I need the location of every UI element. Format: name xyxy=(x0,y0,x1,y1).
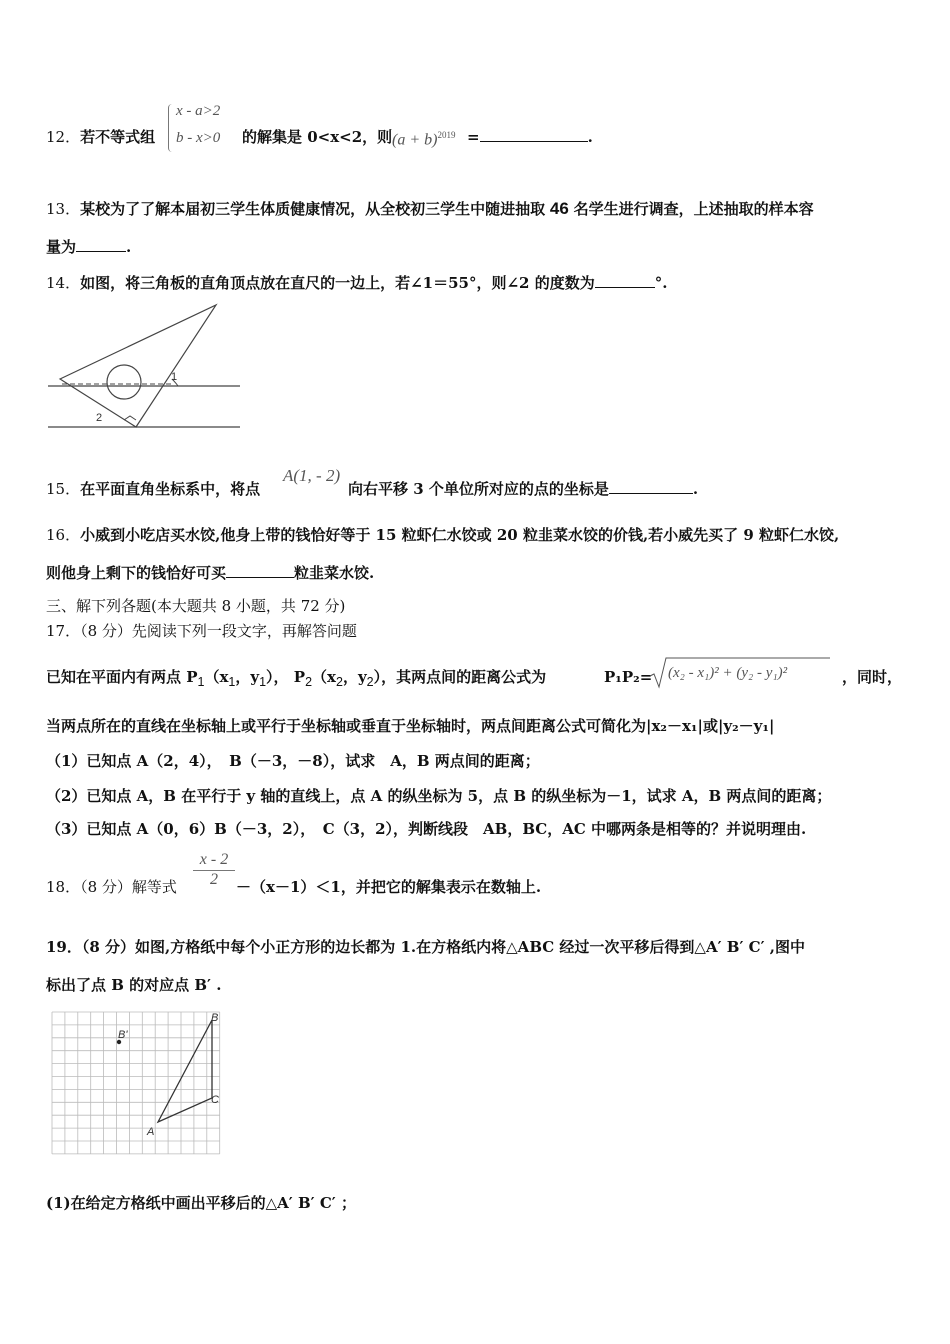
q15-text1: 在平面直角坐标系中，将点 xyxy=(80,480,261,498)
q12-end: . xyxy=(587,128,593,146)
q17-intro-end: ，同时， xyxy=(842,668,903,686)
right-angle-mark xyxy=(124,416,136,420)
angle-1-label: 1 xyxy=(171,371,178,383)
q17-intro: 已知在平面内有两点 $P_1(x_1$，$y_1$）， $P_2(x_2$，$y_2$），其两点间的距离公式为 xyxy=(46,668,547,689)
q16-answer-blank[interactable] xyxy=(226,563,294,578)
q16-number: 16． xyxy=(46,526,81,544)
q18-rest: －（x－1）＜1，并把它的解集表示在数轴上. xyxy=(236,878,542,896)
question-15 xyxy=(46,478,260,500)
q17-part2: （2）已知点 A，B 在平行于 y 轴的直线上，点 A 的纵坐标为 5，点 B 的纵坐标为－1，试求 A，B 两点间的距离； xyxy=(46,787,832,805)
q14-answer-blank[interactable] xyxy=(595,273,655,288)
q16-line2a: 则他身上剩下的钱恰好可买 xyxy=(46,564,227,582)
label-b-prime: B' xyxy=(118,1029,128,1041)
angle-2-label: 2 xyxy=(96,412,103,424)
q14-end: °. xyxy=(654,274,668,292)
q13-text3: 量为 xyxy=(46,238,77,256)
question-16 xyxy=(46,524,839,546)
q18-header: 18．（8 分）解等式 xyxy=(46,878,177,896)
q12-prefix: 若不等式组 xyxy=(80,128,156,146)
q13-text1: 某校为了了解本届初三学生体质健康情况，从全校初三学生中随进抽取 xyxy=(80,200,546,218)
question-12 xyxy=(46,126,155,148)
q17-intro-c: ，y xyxy=(235,668,260,686)
q16-line1: 小威到小吃店买水饺,他身上带的钱恰好等于 15 粒虾仁水饺或 20 粒韭菜水饺的价钱,若小威先买了 9 粒虾仁水饺, xyxy=(80,526,840,544)
q15-end: . xyxy=(692,480,699,498)
q14-figure xyxy=(44,300,244,435)
q17-intro-a: 已知在平面内有两点 P xyxy=(46,668,198,686)
q13-text2: 名学生进行调查，上述抽取的样本容 xyxy=(573,200,814,218)
q17-formula-lhs: P₁P₂= xyxy=(604,668,653,686)
q12-answer-blank[interactable] xyxy=(480,127,588,142)
section-3-title: 三、解下列各题(本大题共 8 小题，共 72 分) xyxy=(46,597,346,615)
q13-answer-blank[interactable] xyxy=(76,237,126,252)
triangle-hole xyxy=(107,365,141,399)
question-13 xyxy=(46,198,814,220)
q17-intro-d: ）， xyxy=(266,668,289,686)
q19-grid-figure xyxy=(50,1010,230,1160)
q12-number: 12． xyxy=(46,128,81,146)
q18-frac-denominator: 2 xyxy=(210,871,218,888)
q17-intro-f: （x xyxy=(312,668,336,686)
q14-text: 如图，将三角板的直角顶点放在直尺的一边上，若∠1＝55°，则∠2 的度数为 xyxy=(80,274,595,292)
q12-system-line2: b - x>0 xyxy=(176,130,221,146)
q14-number: 14． xyxy=(46,274,81,292)
q18-frac-numerator: x - 2 xyxy=(193,851,235,871)
q17-intro-b: （x xyxy=(204,668,229,686)
q17-formula-radicand: (x₂ - x₁)² + (y₂ - y₁)² xyxy=(668,665,788,681)
q19-part1: (1)在给定方格纸中画出平移后的△A′ B′ C′ ； xyxy=(46,1194,356,1212)
q17-line2: 当两点所在的直线在坐标轴上或平行于坐标轴或垂直于坐标轴时，两点间距离公式可简化为|x₂－x₁|或|y₂－y₁| xyxy=(46,717,775,735)
q12-equals: = xyxy=(467,128,480,146)
q17-intro-e: P xyxy=(293,668,306,686)
label-c: C xyxy=(211,1094,219,1106)
label-a: A xyxy=(147,1126,155,1138)
q12-expr xyxy=(392,130,455,149)
q15-text2: 向右平移 3 个单位所对应的点的坐标是 xyxy=(348,480,609,498)
q15-number: 15． xyxy=(46,480,81,498)
q17-intro-h: ），其两点间的距离公式为 xyxy=(373,668,547,686)
q17-part3: （3）已知点 A（0，6）B（－3，2）， C（3，2），判断线段 AB，BC，AC 中哪两条是相等的？并说明理由. xyxy=(46,820,807,838)
triangle-abc xyxy=(158,1020,212,1122)
q16-line2 xyxy=(46,562,374,584)
q13-end: . xyxy=(126,238,132,256)
q17-header: 17．（8 分）先阅读下列一段文字，再解答问题 xyxy=(46,622,357,640)
q12-system-line1: x - a>2 xyxy=(176,103,221,119)
q13-number: 13． xyxy=(46,200,81,218)
q12-expr-exponent: 2019 xyxy=(437,130,456,140)
question-14 xyxy=(46,272,667,294)
q19-line2: 标出了点 B 的对应点 B′ . xyxy=(46,976,222,994)
q18-fraction xyxy=(193,851,235,889)
label-b: B xyxy=(211,1012,219,1024)
q12-middle: 的解集是 0<x<2，则 xyxy=(242,128,393,146)
q17-intro-g: ，y xyxy=(342,668,367,686)
q17-part1: （1）已知点 A（2，4）， B（－3，－8），试求 A，B 两点间的距离； xyxy=(46,752,540,770)
q13-count: 46 xyxy=(549,199,569,218)
q16-line2b: 粒韭菜水饺. xyxy=(294,564,375,582)
q12-answer xyxy=(467,126,593,148)
grid-lines xyxy=(52,1012,220,1154)
q12-expr-base: (a + b) xyxy=(392,131,438,149)
q15-line-rest xyxy=(348,478,698,500)
q13-line2 xyxy=(46,236,131,258)
q12-system-brace xyxy=(168,104,175,152)
q19-line1: 19．（8 分）如图,方格纸中每个小正方形的边长都为 1.在方格纸内将△ABC 经过一次平移后得到△A′ B′ C′ ,图中 xyxy=(46,938,805,956)
q15-answer-blank[interactable] xyxy=(609,479,693,494)
q15-point: A(1, - 2) xyxy=(283,466,341,485)
triangle-ruler xyxy=(60,305,216,427)
